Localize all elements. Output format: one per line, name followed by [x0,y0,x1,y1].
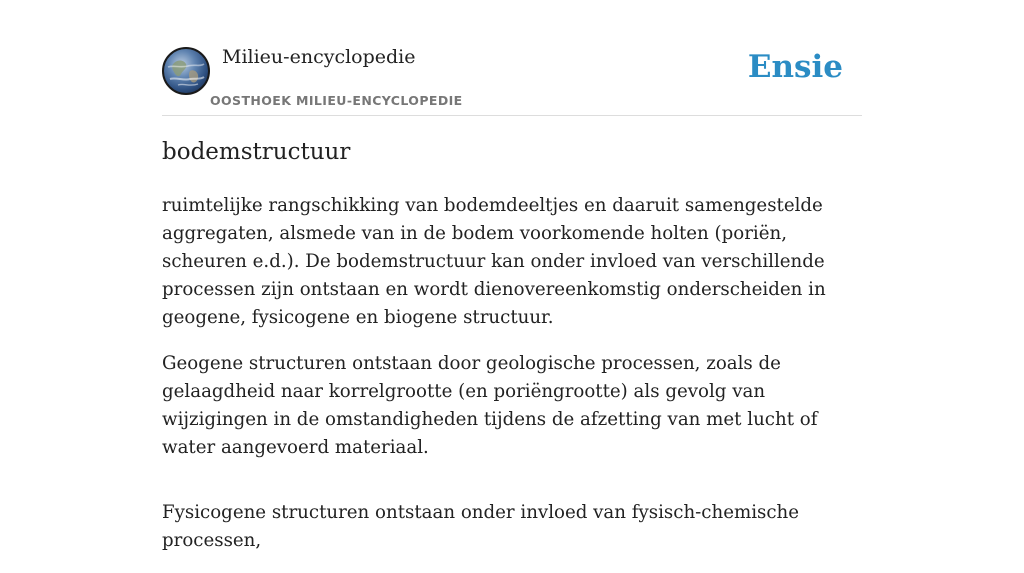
article-body [162,192,862,573]
term-title: bodemstructuur [162,139,351,165]
brand-logo-link[interactable]: Ensie [747,49,843,85]
article-paragraph: Fysicogene structuren ontstaan onder invloed van fysisch-chemische processen, [162,502,800,551]
article-paragraph: Geogene structuren ontstaan door geologische processen, zoals de gelaagdheid naar korrelgrootte (en poriëngrootte) als gevolg van wijzigingen in de omstandigheden tijdens de afzetting van met lucht of water aangevoerd materiaal. [162,353,818,458]
site-header [162,0,862,116]
site-subtitle[interactable]: OOSTHOEK MILIEU-ENCYCLOPEDIE [210,93,463,108]
earth-globe-icon[interactable] [162,47,210,95]
page [162,0,862,551]
site-title[interactable]: Milieu-encyclopedie [222,46,416,68]
article-paragraph: ruimtelijke rangschikking van bodemdeeltjes en daaruit samengestelde aggregaten, alsmede van in de bodem voorkomende holten (poriën, scheuren e.d.). De bodemstructuur kan onder invloed van verschillende processen zijn ontstaan en wordt dienovereenkomstig onderscheiden in geogene, fysicogene en biogene structuur. [162,195,826,328]
